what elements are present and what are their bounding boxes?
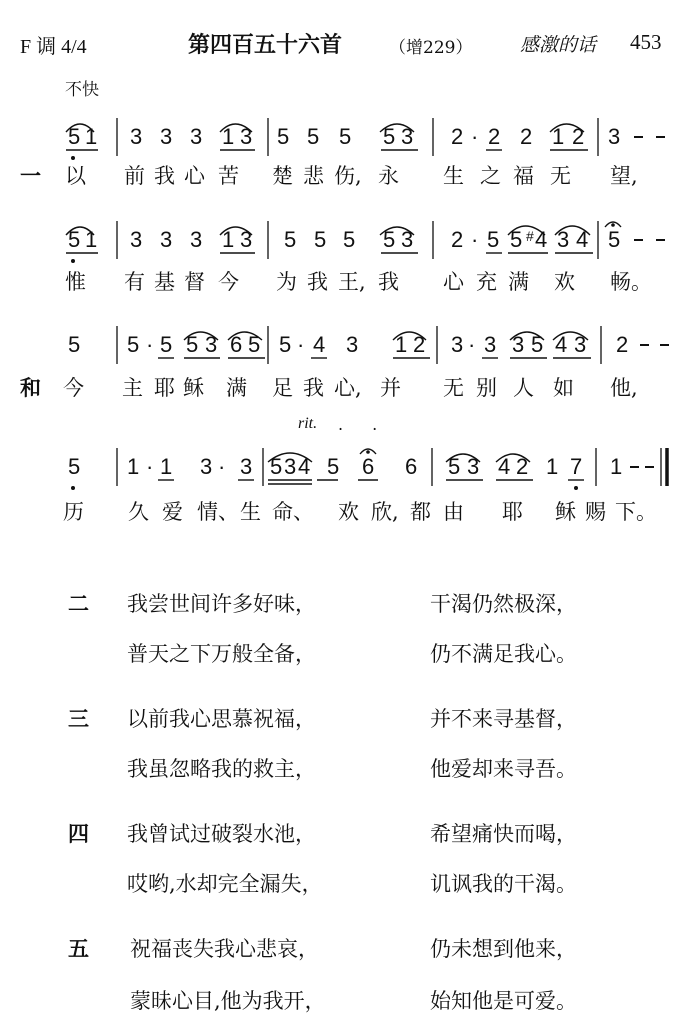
verse-line: 哎哟,水却完全漏失，: [127, 872, 323, 896]
lyric-syllable: 永: [378, 164, 399, 188]
verse-line: 我曾试过破裂水池，: [127, 822, 316, 846]
lyric-syllable: 无: [550, 164, 571, 188]
lyric-syllable: 他,: [610, 376, 638, 400]
ritardando-dots: . .: [338, 415, 390, 434]
svg-text:5: 5: [68, 227, 81, 252]
verse-line: 始知他是可爱。: [430, 989, 577, 1013]
svg-text:1: 1: [160, 454, 173, 479]
svg-text:3: 3: [130, 124, 143, 149]
svg-text:·: ·: [146, 332, 154, 357]
lyric-syllable: 畅。: [610, 270, 652, 294]
lyric-syllable: 我: [307, 270, 328, 294]
svg-text:6: 6: [362, 454, 375, 479]
lyric-syllable: 今: [63, 376, 84, 400]
svg-text:4: 4: [576, 227, 589, 252]
lyric-syllable: 我: [154, 164, 175, 188]
svg-text:4: 4: [555, 332, 568, 357]
lyric-syllable: 满: [226, 376, 247, 400]
lyric-syllable: 耶: [154, 376, 175, 400]
svg-text:3: 3: [512, 332, 525, 357]
svg-text:3: 3: [284, 454, 297, 479]
lyric-syllable: 以: [65, 164, 86, 188]
svg-text:7: 7: [570, 454, 583, 479]
svg-text:5: 5: [127, 332, 140, 357]
svg-text:3: 3: [205, 332, 218, 357]
lyric-syllable: 心,: [334, 376, 362, 400]
svg-text:3: 3: [240, 227, 253, 252]
verse-number: 三: [68, 706, 89, 731]
svg-text:1: 1: [395, 332, 408, 357]
svg-text:1: 1: [610, 454, 623, 479]
svg-text:5: 5: [531, 332, 544, 357]
verse-line: 我尝世间许多好味，: [127, 592, 316, 616]
svg-text:5: 5: [608, 227, 621, 252]
verse-line: 讥讽我的干渴。: [430, 872, 577, 896]
svg-text:5: 5: [487, 227, 500, 252]
lyric-syllable: 人: [513, 376, 534, 400]
verse-line: 我虽忽略我的救主，: [127, 757, 316, 781]
svg-text:5: 5: [314, 227, 327, 252]
svg-text:6: 6: [405, 454, 418, 479]
music-line-4: [0, 440, 700, 480]
key-signature: F 调 4/4: [20, 36, 87, 58]
lyric-syllable: 都: [410, 500, 431, 524]
lyric-syllable: 楚: [272, 164, 293, 188]
svg-text:2: 2: [516, 454, 529, 479]
lyric-syllable: 欢: [554, 270, 575, 294]
lyric-syllable: 情、: [197, 500, 239, 524]
lyric-syllable: 我: [378, 270, 399, 294]
svg-text:5: 5: [270, 454, 283, 479]
svg-text:5: 5: [68, 124, 81, 149]
lyric-syllable: 今: [218, 270, 239, 294]
verse-line: 仍不满足我心。: [430, 642, 577, 666]
hymn-title: 第四百五十六首: [188, 32, 343, 58]
verse-line: 普天之下万般全备，: [127, 642, 316, 666]
svg-text:3: 3: [574, 332, 587, 357]
lyric-syllable: 足: [272, 376, 293, 400]
lyric-syllable: 稣: [555, 500, 576, 524]
hymn-theme: 感激的话: [520, 34, 597, 56]
svg-text:·: ·: [297, 332, 305, 357]
lyric-syllable: 命、: [272, 500, 314, 524]
lyric-syllable: 之: [480, 164, 501, 188]
verse-number: 四: [68, 821, 89, 846]
svg-text:3: 3: [160, 227, 173, 252]
svg-text:1: 1: [222, 227, 235, 252]
svg-text:3: 3: [160, 124, 173, 149]
lyric-syllable: 心: [443, 270, 464, 294]
verse-number: 二: [68, 591, 89, 616]
lyric-syllable: 惟: [65, 270, 86, 294]
svg-text:2: 2: [451, 124, 464, 149]
svg-text:3: 3: [401, 124, 414, 149]
lyric-syllable: 主: [122, 376, 143, 400]
svg-text:3: 3: [190, 124, 203, 149]
lyric-syllable: 别: [476, 376, 497, 400]
verse-line: 仍未想到他来，: [430, 937, 577, 961]
svg-text:#: #: [526, 228, 534, 244]
svg-text:5: 5: [343, 227, 356, 252]
lyric-syllable: 督: [184, 270, 205, 294]
lyric-syllable: 我: [303, 376, 324, 400]
lyric-syllable: 历: [63, 500, 84, 524]
notation-line-1: [0, 110, 700, 160]
lyric-syllable: 久: [128, 500, 149, 524]
notation-line-4: [0, 440, 700, 490]
verse-line: 蒙昧心目,他为我开，: [130, 989, 326, 1013]
svg-text:4: 4: [498, 454, 511, 479]
lyric-syllable: 有: [124, 270, 145, 294]
verse-line: 他爱却来寻吾。: [430, 757, 577, 781]
svg-text:5: 5: [339, 124, 352, 149]
svg-text:4: 4: [535, 227, 548, 252]
svg-text:2: 2: [572, 124, 585, 149]
refrain-marker: 和: [20, 375, 41, 400]
lyric-syllable: 赐: [585, 500, 606, 524]
svg-text:4: 4: [313, 332, 326, 357]
lyric-syllable: 苦: [218, 164, 239, 188]
svg-text:3: 3: [451, 332, 464, 357]
svg-text:2: 2: [520, 124, 533, 149]
svg-text:3: 3: [557, 227, 570, 252]
svg-text:3: 3: [401, 227, 414, 252]
lyric-syllable: 耶: [502, 500, 523, 524]
lyric-syllable: 充: [476, 270, 497, 294]
svg-text:·: ·: [468, 332, 476, 357]
lyric-syllable: 如: [553, 376, 574, 400]
lyric-syllable: 由: [443, 500, 464, 524]
svg-text:3: 3: [608, 124, 621, 149]
verse-line: 以前我心思慕祝福，: [127, 707, 316, 731]
lyric-syllable: 心: [184, 164, 205, 188]
lyric-syllable: 下。: [615, 500, 657, 524]
notation-line-2: [0, 213, 700, 263]
tempo-marking: 不快: [65, 80, 99, 100]
svg-text:3: 3: [484, 332, 497, 357]
svg-text:3: 3: [130, 227, 143, 252]
svg-text:3: 3: [200, 454, 213, 479]
svg-text:3: 3: [346, 332, 359, 357]
verse-line: 希望痛快而喝，: [430, 822, 577, 846]
lyric-syllable: 伤,: [334, 164, 362, 188]
svg-text:5: 5: [160, 332, 173, 357]
music-line-3: [0, 318, 700, 358]
verse-number: 一: [20, 163, 41, 188]
svg-text:3: 3: [240, 454, 253, 479]
lyric-syllable: 生: [240, 500, 261, 524]
svg-text:3: 3: [467, 454, 480, 479]
verse-line: 并不来寻基督，: [430, 707, 577, 731]
svg-text:2: 2: [413, 332, 426, 357]
lyric-syllable: 福: [513, 164, 534, 188]
svg-text:·: ·: [146, 454, 154, 479]
svg-text:·: ·: [218, 454, 226, 479]
svg-text:5: 5: [383, 227, 396, 252]
lyric-syllable: 满: [508, 270, 529, 294]
lyric-syllable: 欣,: [371, 500, 399, 524]
lyric-syllable: 望,: [610, 164, 638, 188]
svg-text:5: 5: [186, 332, 199, 357]
svg-text:·: ·: [471, 227, 479, 252]
ritardando-marking: rit.: [298, 415, 318, 432]
svg-text:·: ·: [471, 124, 479, 149]
svg-text:6: 6: [230, 332, 243, 357]
svg-text:5: 5: [277, 124, 290, 149]
svg-text:1: 1: [222, 124, 235, 149]
lyric-syllable: 前: [124, 164, 145, 188]
lyric-syllable: 并: [380, 376, 401, 400]
supplement-number: （增229）: [389, 38, 473, 58]
svg-text:5: 5: [68, 332, 81, 357]
svg-text:5: 5: [68, 454, 81, 479]
svg-text:4: 4: [298, 454, 311, 479]
verse-line: 干渴仍然极深，: [430, 592, 577, 616]
svg-text:5: 5: [383, 124, 396, 149]
svg-text:3: 3: [190, 227, 203, 252]
lyric-syllable: 悲: [303, 164, 324, 188]
page-number: 453: [630, 30, 662, 54]
lyric-syllable: 无: [443, 376, 464, 400]
svg-text:5: 5: [448, 454, 461, 479]
music-line-1: [0, 110, 700, 150]
lyric-syllable: 稣: [183, 376, 204, 400]
svg-text:5: 5: [510, 227, 523, 252]
svg-text:5: 5: [248, 332, 261, 357]
svg-text:2: 2: [616, 332, 629, 357]
svg-text:5: 5: [327, 454, 340, 479]
lyric-syllable: 欢: [338, 500, 359, 524]
verse-line: 祝福丧失我心悲哀，: [130, 937, 319, 961]
notation-line-3: [0, 318, 700, 368]
lyric-syllable: 为: [276, 270, 297, 294]
svg-text:1: 1: [85, 124, 98, 149]
svg-text:1: 1: [546, 454, 559, 479]
lyric-syllable: 爱: [162, 500, 183, 524]
svg-text:1: 1: [85, 227, 98, 252]
music-line-2: [0, 213, 700, 253]
svg-text:5: 5: [279, 332, 292, 357]
lyric-syllable: 王,: [338, 270, 366, 294]
svg-text:2: 2: [451, 227, 464, 252]
lyric-syllable: 生: [443, 164, 464, 188]
svg-text:3: 3: [240, 124, 253, 149]
svg-text:1: 1: [552, 124, 565, 149]
svg-text:5: 5: [307, 124, 320, 149]
svg-text:2: 2: [488, 124, 501, 149]
verse-number: 五: [68, 936, 89, 961]
svg-text:5: 5: [284, 227, 297, 252]
svg-text:1: 1: [127, 454, 140, 479]
lyric-syllable: 基: [154, 270, 175, 294]
